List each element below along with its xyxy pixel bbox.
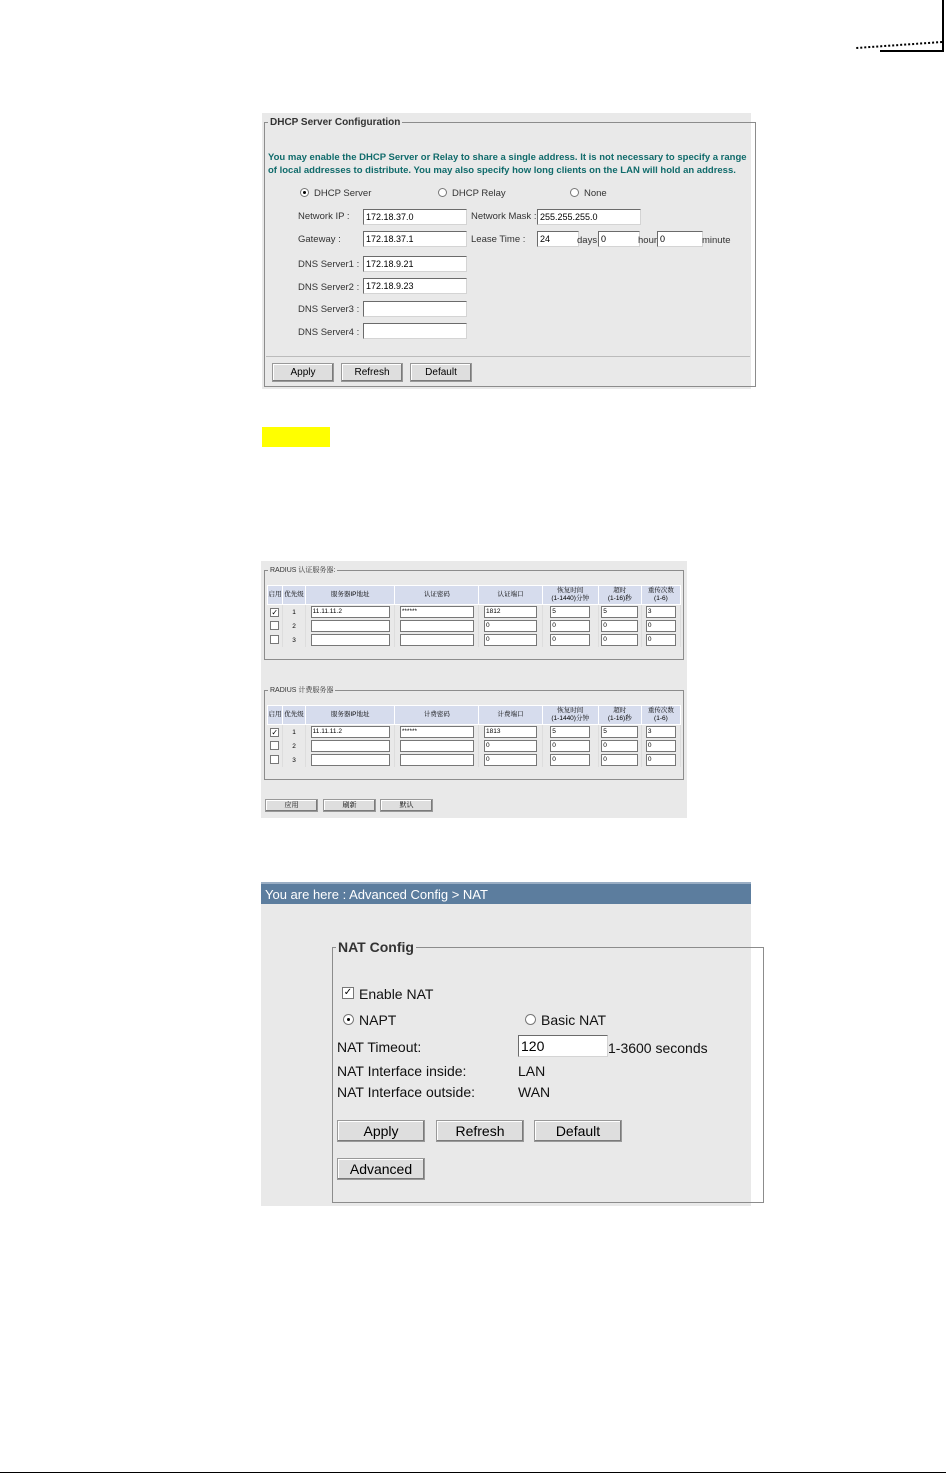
radius-acct-header-1: 优先级 [283,706,306,725]
radius-auth-priority: 3 [283,633,306,647]
radius-auth-enable-checkbox[interactable] [270,635,279,644]
radius-acct-table [267,705,681,767]
radius-acct-port-input[interactable]: 1813 [484,726,537,738]
lease-days-input[interactable]: 24 [537,231,579,247]
radius-auth-priority: 2 [283,619,306,633]
nat-timeout-range: 1-3600 seconds [608,1040,708,1056]
radius-acct-retries-input[interactable]: 0 [646,740,676,752]
network-ip-input[interactable]: 172.18.37.0 [363,209,467,225]
page-bottom-rule [0,1472,946,1473]
enable-nat-label: Enable NAT [359,986,434,1002]
network-mask-label: Network Mask : [471,211,537,222]
basic-nat-radio[interactable] [525,1014,536,1025]
nat-inside-label: NAT Interface inside: [337,1063,467,1079]
radius-auth-password-input[interactable] [400,634,474,646]
dns4-input[interactable] [363,323,467,339]
radius-acct-priority: 1 [283,725,306,740]
dhcp-panel [262,113,751,389]
radius-auth-recover-input[interactable]: 5 [550,606,590,618]
dhcp-refresh-button[interactable]: Refresh [341,363,403,382]
radius-acct-priority: 2 [283,739,306,753]
breadcrumb: You are here : Advanced Config > NAT [261,882,751,904]
radius-auth-header-7: 重传次数 (1-6) [641,586,680,605]
radius-acct-header-4: 计费端口 [479,706,542,725]
table-row [268,619,681,633]
table-row [268,753,681,767]
nat-outside-label: NAT Interface outside: [337,1084,475,1100]
minute-label: minute [702,235,731,246]
dns3-label: DNS Server3 : [298,304,360,315]
radius-auth-recover-input[interactable]: 0 [550,634,590,646]
radius-acct-password-input[interactable]: ****** [400,726,474,738]
radius-auth-retries-input[interactable]: 3 [646,606,676,618]
radius-acct-ip-input[interactable] [311,740,390,752]
page-corner-mark [942,0,944,52]
radius-auth-password-input[interactable]: ****** [400,606,474,618]
radius-auth-priority: 1 [283,605,306,620]
radius-acct-header-6: 超时 (1-16)秒 [598,706,641,725]
radius-auth-table [267,585,681,647]
radius-auth-retries-input[interactable]: 0 [646,620,676,632]
radius-acct-header-7: 重传次数 (1-6) [641,706,680,725]
radius-auth-port-input[interactable]: 0 [484,634,537,646]
radius-acct-timeout-input[interactable]: 0 [601,754,638,766]
dhcp-server-label: DHCP Server [314,188,372,199]
napt-radio[interactable] [343,1014,354,1025]
radius-acct-header-3: 计费密码 [395,706,479,725]
radius-acct-header-2: 服务器IP地址 [306,706,395,725]
radius-acct-enable-checkbox[interactable]: ✓ [271,727,279,737]
radius-auth-ip-input[interactable] [311,620,390,632]
radius-acct-ip-input[interactable] [311,754,390,766]
basic-nat-label: Basic NAT [541,1012,607,1028]
radius-auth-header-5: 恢复时间 (1-1440)分钟 [542,586,598,605]
enable-nat-checkbox[interactable]: ✓ [343,987,353,998]
radius-acct-password-input[interactable] [400,740,474,752]
radius-acct-timeout-input[interactable]: 0 [601,740,638,752]
radius-auth-retries-input[interactable]: 0 [646,634,676,646]
radius-auth-ip-input[interactable] [311,634,390,646]
dhcp-apply-button[interactable]: Apply [272,363,334,382]
radius-auth-header-4: 认证端口 [479,586,542,605]
nat-apply-button[interactable]: Apply [337,1120,425,1142]
nat-panel [261,882,751,1206]
network-ip-label: Network IP : [298,211,350,222]
radius-auth-recover-input[interactable]: 0 [550,620,590,632]
radius-acct-retries-input[interactable]: 0 [646,754,676,766]
lease-time-label: Lease Time : [471,234,526,245]
radius-acct-recover-input[interactable]: 0 [550,740,590,752]
radius-auth-port-input[interactable]: 0 [484,620,537,632]
dhcp-server-radio[interactable] [300,188,309,197]
dhcp-description: You may enable the DHCP Server or Relay to share a single address. It is not necessary to specify a range of local addresses to distribute. You may also specify how long clients on the LAN will hold an address. [268,152,747,176]
dns1-label: DNS Server1 : [298,259,360,270]
radius-auth-port-input[interactable]: 1812 [484,606,537,618]
nat-advanced-button[interactable]: Advanced [337,1158,425,1180]
radius-auth-timeout-input[interactable]: 5 [601,606,638,618]
dhcp-default-button[interactable]: Default [410,363,472,382]
dns3-input[interactable] [363,301,467,317]
gateway-input[interactable]: 172.18.37.1 [363,231,467,247]
radius-panel [261,561,687,818]
dns2-input[interactable]: 172.18.9.23 [363,278,467,294]
napt-label: NAPT [359,1012,397,1028]
page-corner-dots [856,41,943,59]
radius-acct-password-input[interactable] [400,754,474,766]
radius-auth-header-6: 超时 (1-16)秒 [598,586,641,605]
radius-auth-timeout-input[interactable]: 0 [601,634,638,646]
radius-acct-retries-input[interactable]: 3 [646,726,676,738]
radius-acct-enable-checkbox[interactable] [270,741,279,750]
nat-config-legend: NAT Config [338,939,414,955]
nat-refresh-button[interactable]: Refresh [436,1120,524,1142]
dhcp-relay-radio[interactable] [438,188,447,197]
radius-apply-button[interactable]: 应用 [265,799,318,812]
radius-auth-timeout-input[interactable]: 0 [601,620,638,632]
radius-auth-enable-checkbox[interactable] [270,621,279,630]
radius-auth-password-input[interactable] [400,620,474,632]
radius-acct-port-input[interactable]: 0 [484,754,537,766]
days-label: days [577,235,598,246]
dhcp-none-radio[interactable] [570,188,579,197]
radius-auth-header-1: 优先级 [283,586,306,605]
nat-default-button[interactable]: Default [534,1120,622,1142]
radius-acct-timeout-input[interactable]: 5 [601,726,638,738]
yellow-highlight [262,427,330,447]
nat-outside-value: WAN [518,1084,551,1100]
radius-auth-ip-input[interactable]: 11.11.11.2 [311,606,390,618]
lease-minutes-input[interactable]: 0 [657,231,703,247]
table-row [268,725,681,740]
dhcp-legend: DHCP Server Configuration [270,117,401,128]
dns1-input[interactable]: 172.18.9.21 [363,256,467,272]
radius-auth-header-2: 服务器IP地址 [306,586,395,605]
nat-inside-value: LAN [518,1063,546,1079]
nat-timeout-label: NAT Timeout: [337,1039,422,1055]
radius-auth-header-0: 启用 [268,586,283,605]
dns2-label: DNS Server2 : [298,282,360,293]
table-row [268,605,681,620]
dhcp-relay-label: DHCP Relay [452,188,506,199]
radius-acct-legend: RADIUS 计费服务器 [270,687,334,694]
radius-acct-header-5: 恢复时间 (1-1440)分钟 [542,706,598,725]
radius-auth-legend: RADIUS 认证服务器: [270,567,336,574]
radius-acct-recover-input[interactable]: 0 [550,754,590,766]
radius-acct-priority: 3 [283,753,306,767]
radius-acct-ip-input[interactable]: 11.11.11.2 [311,726,390,738]
radius-acct-enable-checkbox[interactable] [270,755,279,764]
radius-acct-header-0: 启用 [268,706,283,725]
radius-acct-recover-input[interactable]: 5 [550,726,590,738]
dhcp-divider [266,356,750,357]
radius-default-button[interactable]: 默认 [380,799,433,812]
table-row [268,633,681,647]
radius-refresh-button[interactable]: 刷新 [323,799,376,812]
radius-acct-port-input[interactable]: 0 [484,740,537,752]
network-mask-input[interactable]: 255.255.255.0 [537,209,641,225]
radius-auth-header-3: 认证密码 [395,586,479,605]
hour-label: hour [638,235,658,246]
nat-timeout-input[interactable]: 120 [518,1035,608,1057]
lease-hours-input[interactable]: 0 [598,231,640,247]
dns4-label: DNS Server4 : [298,327,360,338]
radius-auth-enable-checkbox[interactable]: ✓ [271,607,279,617]
table-row [268,739,681,753]
dhcp-none-label: None [584,188,607,199]
gateway-label: Gateway : [298,234,341,245]
